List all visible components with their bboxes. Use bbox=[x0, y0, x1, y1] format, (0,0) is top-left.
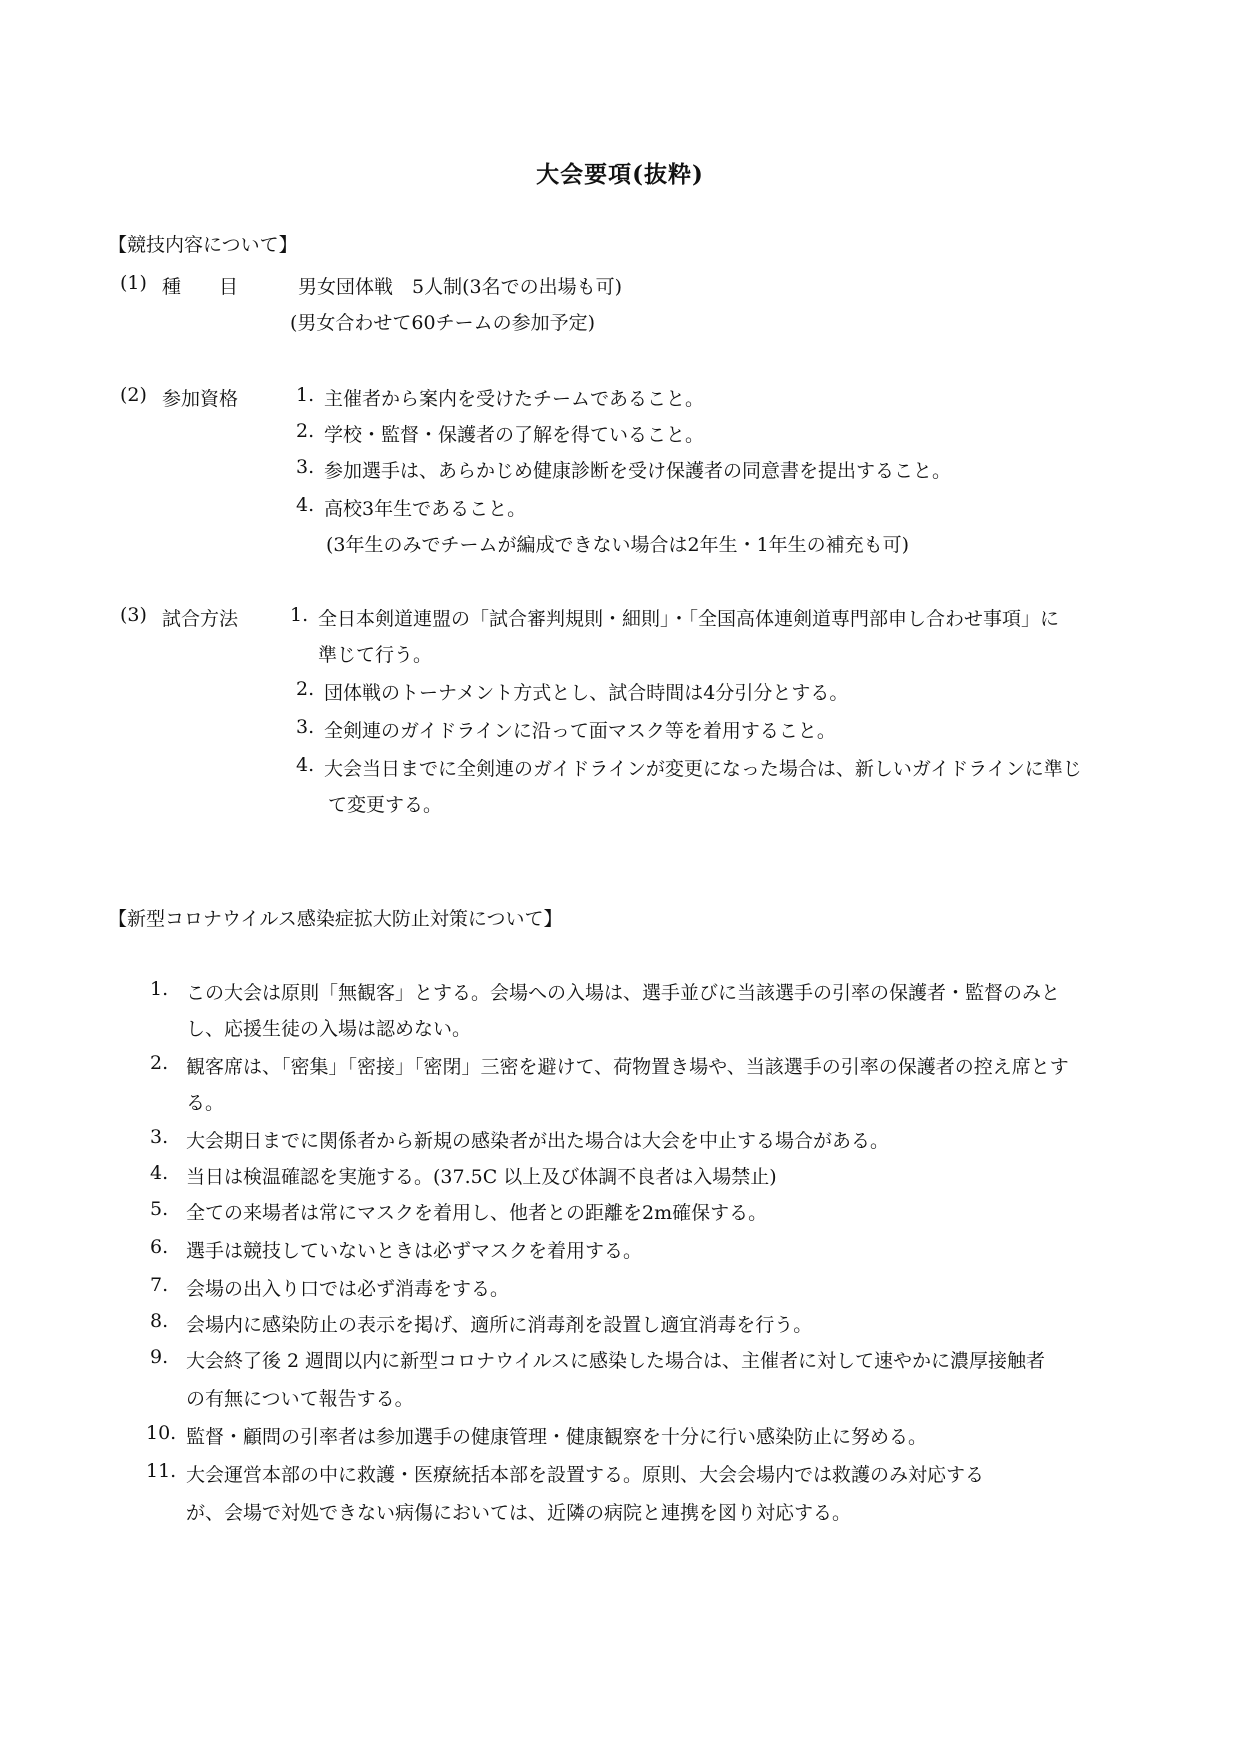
list-text: 大会終了後 2 週間以内に新型コロナウイルスに感染した場合は、主催者に対して速やかに濃厚接触者 bbox=[186, 1350, 1046, 1372]
list-text: の有無について報告する。 bbox=[186, 1388, 414, 1410]
list-text: 会場の出入り口では必ず消毒をする。 bbox=[186, 1278, 510, 1300]
list-text: 観客席は、「密集」「密接」「密閉」三密を避けて、荷物置き場や、当該選手の引率の保護者の控え席とす bbox=[186, 1056, 1069, 1078]
list-text: この大会は原則「無観客」とする。会場への入場は、選手並びに当該選手の引率の保護者・監督のみと bbox=[186, 982, 1061, 1004]
list-number: 4. bbox=[296, 754, 315, 776]
list-text: 準じて行う。 bbox=[318, 644, 433, 666]
item-index: (3) bbox=[120, 604, 147, 626]
list-number: 6. bbox=[150, 1236, 169, 1258]
list-text: 学校・監督・保護者の了解を得ていること。 bbox=[324, 424, 705, 446]
list-text: 会場内に感染防止の表示を掲げ、適所に消毒剤を設置し適宜消毒を行う。 bbox=[186, 1314, 813, 1336]
list-number: 5. bbox=[150, 1198, 169, 1220]
list-text: て変更する。 bbox=[328, 794, 443, 816]
list-number: 10. bbox=[146, 1422, 177, 1444]
item-label: 参加資格 bbox=[162, 388, 239, 410]
list-text: 高校3年生であること。 bbox=[324, 498, 527, 520]
list-text: 大会期日までに関係者から新規の感染者が出た場合は大会を中止する場合がある。 bbox=[186, 1130, 890, 1152]
list-text: が、会場で対処できない病傷においては、近隣の病院と連携を図り対応する。 bbox=[186, 1502, 852, 1524]
list-number: 2. bbox=[150, 1052, 169, 1074]
list-number: 8. bbox=[150, 1310, 169, 1332]
item-text: 男女団体戦 5人制(3名での出場も可) bbox=[298, 276, 623, 298]
list-number: 4. bbox=[296, 494, 315, 516]
list-text: 全日本剣道連盟の「試合審判規則・細則」・「全国高体連剣道専門部申し合わせ事項」に bbox=[318, 608, 1060, 630]
section-heading-competition: 【競技内容について】 bbox=[108, 234, 298, 256]
item-index: (1) bbox=[120, 272, 147, 294]
list-number: 3. bbox=[296, 456, 315, 478]
list-text: 団体戦のトーナメント方式とし、試合時間は4分引分とする。 bbox=[324, 682, 849, 704]
list-text: 全剣連のガイドラインに沿って面マスク等を着用すること。 bbox=[324, 720, 836, 742]
list-text: 大会当日までに全剣連のガイドラインが変更になった場合は、新しいガイドラインに準じ bbox=[324, 758, 1082, 780]
item-label: 試合方法 bbox=[162, 608, 239, 630]
list-text: る。 bbox=[186, 1092, 225, 1114]
list-text: 当日は検温確認を実施する。(37.5C 以上及び体調不良者は入場禁止) bbox=[186, 1166, 777, 1188]
list-text: 監督・顧問の引率者は参加選手の健康管理・健康観察を十分に行い感染防止に努める。 bbox=[186, 1426, 928, 1448]
page-title: 大会要項(抜粋) bbox=[536, 161, 704, 188]
list-number: 1. bbox=[290, 604, 309, 626]
item-label: 種 目 bbox=[162, 276, 239, 298]
list-number: 1. bbox=[150, 978, 169, 1000]
section-heading-covid: 【新型コロナウイルス感染症拡大防止対策について】 bbox=[108, 908, 563, 930]
list-number: 2. bbox=[296, 420, 315, 442]
list-number: 3. bbox=[150, 1126, 169, 1148]
list-text: 全ての来場者は常にマスクを着用し、他者との距離を2m確保する。 bbox=[186, 1202, 768, 1224]
list-text: 主催者から案内を受けたチームであること。 bbox=[324, 388, 705, 410]
list-text: 大会運営本部の中に救護・医療統括本部を設置する。原則、大会会場内では救護のみ対応する bbox=[186, 1464, 985, 1486]
list-number: 9. bbox=[150, 1346, 169, 1368]
item-index: (2) bbox=[120, 384, 147, 406]
list-text: (3年生のみでチームが編成できない場合は2年生・1年生の補充も可) bbox=[326, 534, 910, 556]
list-number: 7. bbox=[150, 1274, 169, 1296]
item-text: (男女合わせて60チームの参加予定) bbox=[290, 312, 596, 334]
list-text: し、応援生徒の入場は認めない。 bbox=[186, 1018, 472, 1040]
list-text: 選手は競技していないときは必ずマスクを着用する。 bbox=[186, 1240, 643, 1262]
list-number: 11. bbox=[146, 1460, 177, 1482]
list-text: 参加選手は、あらかじめ健康診断を受け保護者の同意書を提出すること。 bbox=[324, 460, 952, 482]
list-number: 1. bbox=[296, 384, 315, 406]
list-number: 2. bbox=[296, 678, 315, 700]
list-number: 3. bbox=[296, 716, 315, 738]
list-number: 4. bbox=[150, 1162, 169, 1184]
